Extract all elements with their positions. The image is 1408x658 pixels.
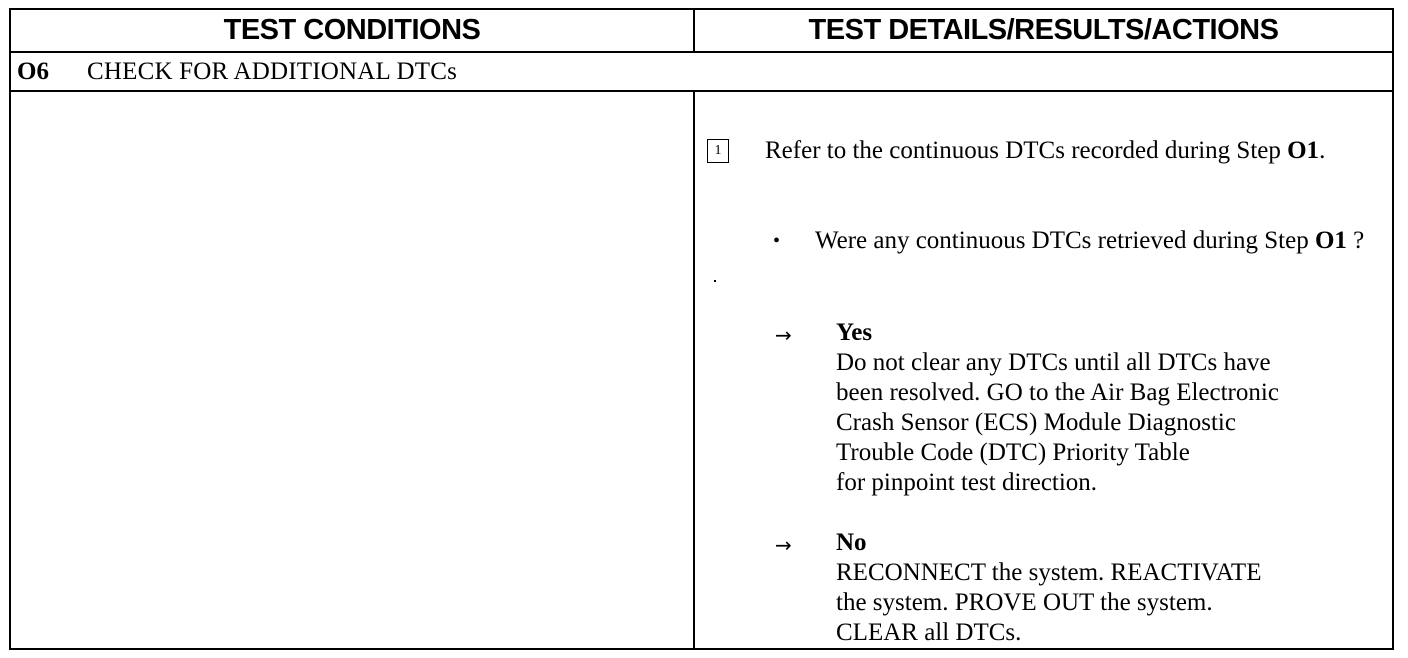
no-arrow-icon: → — [775, 533, 792, 557]
no-answer — [836, 528, 1381, 648]
substep-number-box: 1 — [707, 139, 729, 163]
step-body-row — [11, 92, 1392, 648]
step-number: O6 — [17, 57, 49, 85]
yes-action-text: Do not clear any DTCs until all DTCs have been resolved. GO to the Air Bag Electronic Crash Sensor (ECS) Module Diagnostic Trouble Code (DTC) Priority Table for pinpoint test direction. — [836, 349, 1279, 496]
instruction-step-ref: O1 — [1287, 137, 1320, 164]
test-conditions-header: TEST CONDITIONS — [11, 10, 695, 51]
yes-arrow-icon: → — [775, 323, 792, 347]
test-table — [9, 8, 1394, 650]
test-details-cell — [695, 92, 1392, 648]
instruction-text — [765, 136, 1385, 166]
instruction-prefix: Refer to the continuous DTCs recorded during Step — [765, 137, 1288, 164]
step-title: CHECK FOR ADDITIONAL DTCs — [87, 57, 458, 85]
question-step-ref: O1 — [1314, 227, 1347, 254]
question-suffix: ? — [1346, 227, 1365, 254]
test-conditions-cell — [11, 92, 695, 648]
question-text — [815, 226, 1375, 256]
no-label: No — [836, 529, 867, 556]
step-heading-row — [11, 53, 1392, 92]
question-prefix: Were any continuous DTCs retrieved during Step — [815, 227, 1315, 254]
table-header-row — [11, 10, 1392, 53]
yes-answer — [836, 318, 1381, 498]
no-action-text: RECONNECT the system. REACTIVATE the system. PROVE OUT the system. CLEAR all DTCs. — [836, 559, 1262, 646]
instruction-suffix: . — [1319, 137, 1326, 164]
scan-speck — [714, 280, 716, 282]
bullet-icon: • — [773, 230, 781, 252]
test-details-header: TEST DETAILS/RESULTS/ACTIONS — [808, 14, 1279, 46]
yes-label: Yes — [836, 319, 873, 346]
